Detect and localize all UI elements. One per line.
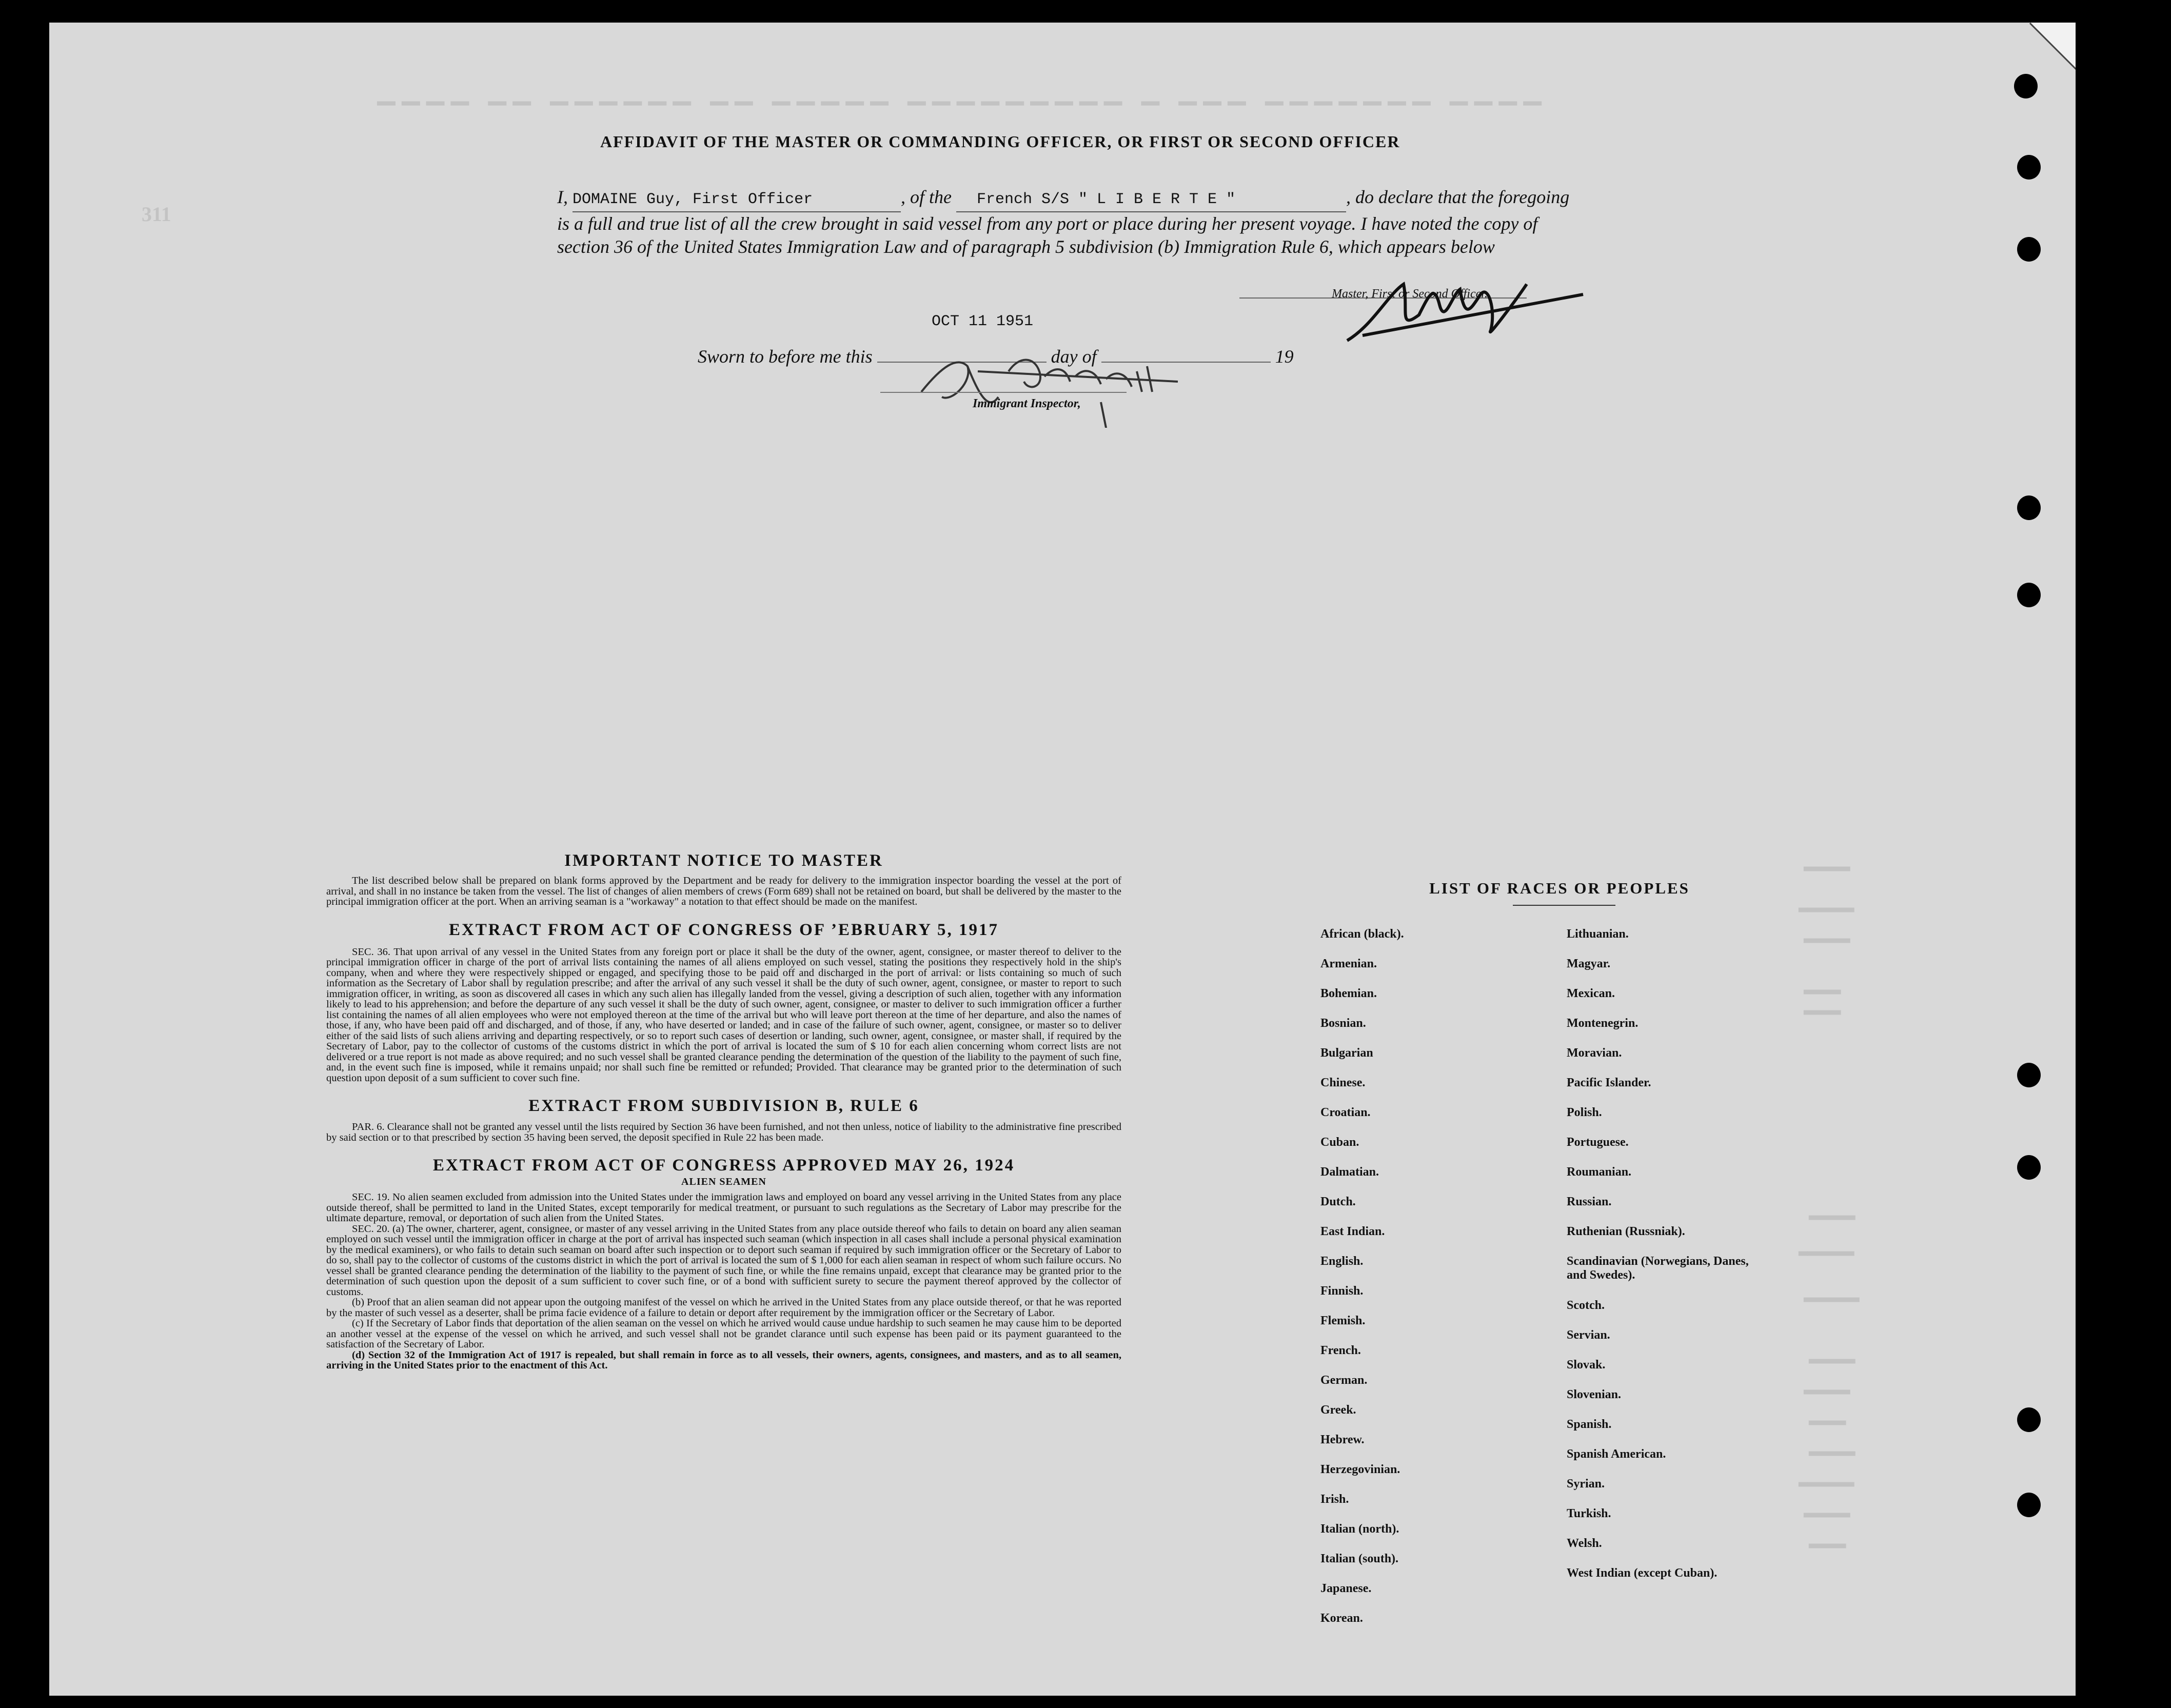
race-item: Scandinavian (Norwegians, Danes, and Swedes). [1567,1255,1749,1282]
extract-1924-sec20c: (c) If the Secretary of Labor finds that deportation of the alien seaman on the vessel on which he arrived would cause undue hardship to such seamen he may cause him to be deported an another vessel at the expense of the vessel on which he arrived, and such vessel shall not be grandet clarance until such expense has been paid or its payment guaranteed to the satisfaction of the Secretary of Labor. [326,1318,1121,1350]
race-item: Bosnian. [1320,1017,1366,1030]
race-item: Welsh. [1567,1537,1602,1550]
date-stamp: OCT 11 1951 [932,313,1034,330]
bleed-through-mark: 311 [142,203,171,226]
race-item: Roumanian. [1567,1165,1632,1179]
notice-heading: IMPORTANT NOTICE TO MASTER [564,851,883,870]
race-item: Dalmatian. [1320,1165,1379,1179]
signature-caption: Master, First or Second Officer. [1332,287,1488,301]
race-item: Slovak. [1567,1358,1606,1372]
race-item: Finnish. [1320,1284,1364,1298]
sworn-day-label: day of [1051,346,1097,367]
races-heading-rule [1513,905,1615,906]
race-item: Pacific Islander. [1567,1076,1651,1089]
race-item: Flemish. [1320,1314,1366,1327]
race-item: Cuban. [1320,1136,1359,1149]
race-item: West Indian (except Cuban). [1567,1566,1718,1580]
notice-column [326,851,1121,1371]
declare-text: , do declare [1346,187,1433,207]
race-item: Russian. [1567,1195,1612,1208]
extract-1924-sec20b: (b) Proof that an alien seaman did not appear upon the outgoing manifest of the vessel on which he arrived in the United States from any place outside thereof, or that he was reported by the master of such vessel as a deserter, shall be prima facie evidence of a failure to detain or deport after requirement by the immigration officer or the Secretary of Labor. [326,1297,1121,1319]
officer-signature [1342,264,1609,356]
extract-1924-sec20d: (d) Section 32 of the Immigration Act of 1917 is repealed, but shall remain in force as to all vessels, their owners, agents, consignees, and masters, and as to all seamen, arriving in the United States prior to the enactment of this Act. [326,1349,1121,1371]
extract-rule6-text: PAR. 6. Clearance shall not be granted any vessel until the lists required by Section 36 have been furnished, and not then unless, notice of liability to the administrative fine prescribed by said section or to that prescribed by section 35 having been served, the deposit specified in Rule 22 has been made. [326,1121,1121,1143]
notice-text: The list described below shall be prepared on blank forms approved by the Department and be ready for delivery to the immigration inspector boarding the vessel at the port of arrival, and shall in no instance be taken from the vessel. The list of changes of alien members of crews (Form 689) shall not be retained on board, but shall be delivered by the master to the principal immigration officer at the port. When an arriving seaman is a "workaway" a notation to that effect should be made on the manifest. [326,875,1121,907]
punch-hole [2017,237,2041,262]
of-the-text: , of the [901,187,952,207]
officer-name-field [573,186,901,212]
affidavit-body: that the foregoing is a full and true list of all the crew brought in said vessel from any port or place during her present voyage. I have noted the copy of section 36 of the United States Immigration Law and of paragraph 5 subdivision (b) Immigration Rule 6, which appears below [557,187,1570,257]
race-item: Lithuanian. [1567,927,1629,941]
race-item: African (black). [1320,927,1404,941]
sworn-year-label: 19 [1275,346,1294,367]
race-item: Servian. [1567,1328,1610,1342]
race-item: Moravian. [1567,1046,1622,1060]
affidavit-intro: I, [557,187,568,207]
punch-hole [2017,1155,2041,1180]
extract-1917-heading: EXTRACT FROM ACT OF CONGRESS OF ’EBRUARY 5, 1917 [448,920,999,939]
race-item: Bohemian. [1320,987,1377,1000]
race-item: Chinese. [1320,1076,1366,1089]
extract-1924-heading: EXTRACT FROM ACT OF CONGRESS APPROVED MAY 26, 1924 [432,1156,1015,1175]
race-item: Spanish. [1567,1418,1612,1431]
race-item: Herzegovinian. [1320,1463,1400,1476]
bleed-through-header: ▁▁▁▁ ▁▁ ▁▁▁▁▁▁ ▁▁ ▁▁▁▁▁ ▁▁▁▁▁▁▁▁▁ ▁ ▁▁▁ ▁▁▁▁▁▁▁ ▁▁▁▁ [378,80,1549,105]
race-item: Polish. [1567,1106,1602,1119]
race-item: Turkish. [1567,1507,1611,1520]
race-item: Montenegrin. [1567,1017,1639,1030]
race-item: Syrian. [1567,1477,1605,1491]
vessel-name-typed: French S/S " L I B E R T E " [976,191,1236,208]
race-item: Spanish American. [1567,1447,1666,1461]
race-item: Mexican. [1567,987,1615,1000]
punch-hole [2017,495,2041,520]
race-item: Italian (south). [1320,1552,1399,1565]
extract-1924-sec20a: SEC. 20. (a) The owner, charterer, agent, consignee, or master of any vessel arriving in the United States from any place outside thereof who fails to detain on board any alien seaman employed on such vessel until the immigration officer in charge at the port of arrival has inspected such seaman (which inspection in all cases shall include a personal physical examination by the medical examiners), or who fails to detain such seaman on board after such inspection or to deport such seaman if required by such immigration officer or the Secretary of Labor to do so, shall pay to the collector of customs of the customs district in which the port of arrival is located the sum of $ 1,000 for each alien seaman in respect of whom such failure occurs. No vessel shall be granted clearance pending the determination of the liability to the payment of such fine, or while the fine remains unpaid, except that clearance may be granted prior to the determination of such question upon the deposit of a sum sufficient to cover such fine, or of a bond with sufficient surety to secure the payment thereof approved by the collector of customs. [326,1223,1121,1298]
inspector-signature [911,335,1198,428]
race-item: Japanese. [1320,1582,1372,1595]
race-item: French. [1320,1344,1361,1357]
race-item: Korean. [1320,1612,1363,1625]
race-item: Bulgarian [1320,1046,1373,1060]
punch-hole [2017,1407,2041,1432]
race-item: Ruthenian (Russniak). [1567,1225,1685,1238]
race-item: Slovenian. [1567,1388,1622,1401]
inspector-signature-line [880,392,1127,393]
extract-1917-text: SEC. 36. That upon arrival of any vessel in the United States from any foreign port or place it shall be the duty of the owner, agent, consignee, or master thereof to deliver to the principal immigration officer in charge of the port of arrival lists containing the names of all aliens employed on such vessel, stating the positions they respectively hold in the ship's company, when and where they were respectively shipped or engaged, and specifying those to be paid off and discharged in the port of arrival: or lists containing so much of such information as the Secretary of Labor shall by regulation prescribe; and after the arrival of any such vessel it shall be the duty of such owner, agent, consignee, or master to report to such immigration officer, in writing, as soon as discovered all cases in which any such alien has illegally landed from the vessel, giving a description of such alien, together with any information likely to lead to his apprehension; and before the departure of any such vessel it shall be the duty of such owner, agent, consignee, or master to deliver to such immigration officer a further list containing the names of all alien employees who were not employed thereon at the time of the arrival but who will leave port thereon at the time of her departure, and also the names of those, if any, who have been paid off and discharged, and of those, if any, who have deserted or landed; and in case of the failure of such owner, agent, consignee, or master so to deliver either of the said lists of such aliens arriving and departing respectively, or so to report such cases of desertion or landing, such owner, agent, consignee, or master shall, if required by the Secretary of Labor, pay to the collector of customs of the customs district in which the port of arrival is located the sum of $ 10 for each alien concerning whom correct lists are not delivered or a true report is not made as above required; and no such vessel shall be granted clearance pending the determination of the question of the liability to the payment of such fine, and, in the event such fine is imposed, while it remains unpaid; nor shall such fine be remitted or refunded; Provided. That clearance may be granted prior to the determination of such question upon deposit of a sum sufficient to cover such fine. [326,946,1121,1084]
manifest-page: ▁▁▁▁ ▁▁ ▁▁▁▁▁▁ ▁▁ ▁▁▁▁▁ ▁▁▁▁▁▁▁▁▁ ▁ ▁▁▁ ▁▁▁▁▁▁▁ ▁▁▁▁ 311 ▂▂▂▂▂ ▂▂▂▂▂▂ ▂▂▂▂▂ ▂▂▂▂ ▂▂▂▂ ▂▂▂▂▂ ▂▂▂▂▂▂ ▂▂▂▂▂▂ ▂▂▂▂▂ ▂▂▂▂▂ ▂▂▂▂ ▂▂▂▂▂ ▂▂▂▂▂▂ ▂▂▂▂▂ ▂▂▂▂ AFFIDAVIT OF THE MASTER OR COMMANDING OFFICER, OR FIRST OR SECOND OFFICER I, DOMAINE Guy, First Officer , of the French S/S " L I B E R T E " , do declare that the foregoing is a full and true list of all the crew brought in said vessel from any port or place during her present voyage. I have noted the copy of section 36 of the United States Immigration Law and of paragraph 5 subdivision (b) Immigration Rule 6, which appears below Master, First or Second Officer. OCT 11 1951 Sworn to before me this day of 19 Immigrant Inspector, IMPORTANT NOTICE TO MASTER The list described below shall be prepared on blank forms approved by the Department and be ready for delivery to the immigration inspector boarding the vessel at the port of arrival, and shall in no instance be taken from the vessel. The list of changes of alien members of crews (Form 689) shall not be retained on board, but shall be delivered by the master to the principal immigration officer at the port. When an arriving seaman is a "workaway" a notation to that effect should be made on the manifest. EXTRACT FROM ACT OF CONGRESS OF ’EBRUARY 5, 1917 SEC. 36. That upon arrival of any vessel in the United States from any foreign port or place it shall be the duty of the owner, agent, consignee, or master thereof to deliver to the principal immigration officer in charge of the port of arrival lists containing the names of all aliens employed on such vessel, stating the positions they respectively hold in the ship's company, when and where they were respectively shipped or engaged, and specifying those to be paid off and discharged in the port of arrival: or lists containing so much of such information as the Secretary of Labor shall by regulation prescribe; and after the arrival of any such vessel it shall be the duty of such owner, agent, consignee, or master to report to such immigration officer, in writing, as soon as discovered all cases in which any such alien has illegally landed from the vessel, giving a description of such alien, together with any information likely to lead to his apprehension; and before the departure of any such vessel it shall be the duty of such owner, agent, consignee, or master to deliver to such immigration officer a further list containing the names of all alien employees who were not employed thereon at the time of the arrival but who will leave port thereon at the time of her departure, and also the names of those, if any, who have been paid off and discharged, and of those, if any, who have deserted or landed; and in case of the failure of such owner, agent, consignee, or master so to deliver either of the said lists of such aliens arriving and departing respectively, or so to report such cases of desertion or landing, such owner, agent, consignee, or master shall, if required by the Secretary of Labor, pay to the collector of customs of the customs district in which the port of arrival is located the sum of $ 10 for each alien concerning whom correct lists are not delivered or a true report is not made as above required; and no such vessel shall be granted clearance pending the determination of the question of the liability to the payment of such fine, and, in the event such fine is imposed, while it remains unpaid; nor shall such fine be remitted or refunded; Provided. That clearance may be granted prior to the determination of such question upon deposit of a sum sufficient to cover such fine. EXTRACT FROM SUBDIVISION B, RULE 6 PAR. 6. Clearance shall not be granted any vessel until the lists required by Section 36 have been furnished, and not then unless, notice of liability to the administrative fine prescribed by said section or to that prescribed by section 35 having been served, the deposit specified in Rule 22 has been made. EXTRACT FROM ACT OF CONGRESS APPROVED MAY 26, 1924 ALIEN SEAMEN SEC. 19. No alien seamen excluded from admission into the United States under the immigration laws and employed on board any vessel arriving in the United States from any place outside thereof, shall be permitted to land in the United States, except temporarily for medical treatment, or pursuant to such regulations as the Secretary of Labor may prescribe for the ultimate departure, removal, or deportation of such alien from the United States. SEC. 20. (a) The owner, charterer, agent, consignee, or master of any vessel arriving in the United States from any place outside thereof who fails to detain on board any alien seaman employed on such vessel until the immigration officer in charge at the port of arrival has inspected such seaman (which inspection in all cases shall include a personal physical examination by the medical examiners), or who fails to detain such seaman on board after such inspection or to deport such seaman if required by such immigration officer or the Secretary of Labor to do so, shall pay to the collector of customs of the customs district in which the port of arrival is located the sum of $ 1,000 for each alien seaman in respect of whom such failure occurs. No vessel shall be granted clearance pending the determination of the liability to the payment of such fine, or while the fine remains unpaid, except that clearance may be granted prior to the determination of such question upon the deposit of a sum sufficient to cover such fine, or of a bond with sufficient surety to secure the payment thereof approved by the collector of customs. (b) Proof that an alien seaman did not appear upon the outgoing manifest of the vessel on which he arrived in the United States from any place outside thereof, or that he was reported by the master of such vessel as a deserter, shall be prima facie evidence of a failure to detain or deport after requirement by the immigration officer or the Secretary of Labor. (c) If the Secretary of Labor finds that deportation of the alien seaman on the vessel on which he arrived would cause undue hardship to such seamen he may cause him to be deported an another vessel at the expense of the vessel on which he arrived, and such vessel shall not be grandet clarance until such expense has been paid or its payment guaranteed to the satisfaction of the Secretary of Labor. (d) Section 32 of the Immigration Act of 1917 is repealed, but shall remain in force as to all vessels, their owners, agents, consignees, and masters, and as to all seamen, arriving in the United States prior to the enactment of this Act. LIST OF RACES OR PEOPLES African (black). Armenian. Bohemian. Bosnian. Bulgarian Chinese. Croatian. Cuban. Dalmatian. Dutch. East Indian. English. Finnish. Flemish. French. German. Greek. Hebrew. Herzegovinian. Irish. Italian (north). Italian (south). Japanese. Korean. Lithuanian. Magyar. Mexican. Montenegrin. Moravian. Pacific Islander. Polish. Portuguese. Roumanian. Russian. Ruthenian (Russniak). Scandinavian (Norwegians, Danes, and Swedes). Scotch. Servian. Slovak. Slovenian. Spanish. Spanish American. Syrian. Turkish. Welsh. West Indian (except Cuban). [49,23,2076,1696]
race-item: Italian (north). [1320,1522,1399,1536]
extract-1924-sec19: SEC. 19. No alien seamen excluded from admission into the United States under the immigration laws and employed on board any vessel arriving in the United States from any place outside thereof, shall be permitted to land in the United States, except temporarily for medical treatment, or pursuant to such regulations as the Secretary of Labor may prescribe for the ultimate departure, removal, or deportation of such alien from the United States. [326,1191,1121,1224]
punch-hole [2017,1493,2041,1517]
race-item: Magyar. [1567,957,1611,970]
race-item: Croatian. [1320,1106,1371,1119]
sworn-prefix: Sworn to before me this [698,346,873,367]
race-item: English. [1320,1255,1364,1268]
affidavit-declaration [557,186,1583,259]
race-item: Irish. [1320,1493,1349,1506]
extract-1924-subheading: ALIEN SEAMEN [681,1176,766,1187]
punch-hole [2017,155,2041,180]
inspector-caption: Immigrant Inspector, [973,397,1081,410]
race-item: Scotch. [1567,1299,1605,1312]
vessel-name-field [956,186,1346,212]
affidavit-title: AFFIDAVIT OF THE MASTER OR COMMANDING OFFICER, OR FIRST OR SECOND OFFICER [600,132,1400,151]
punch-hole [2017,1063,2041,1087]
race-item: East Indian. [1320,1225,1385,1238]
officer-name-typed: DOMAINE Guy, First Officer [573,191,813,208]
race-item: German. [1320,1374,1368,1387]
race-item: Dutch. [1320,1195,1356,1208]
race-item: Armenian. [1320,957,1377,970]
extract-rule6-heading: EXTRACT FROM SUBDIVISION B, RULE 6 [528,1097,919,1115]
race-item: Hebrew. [1320,1433,1365,1446]
races-heading: LIST OF RACES OR PEOPLES [1429,879,1690,897]
race-item: Portuguese. [1567,1136,1629,1149]
punch-hole [2017,583,2041,607]
race-item: Greek. [1320,1403,1356,1417]
punch-hole [2014,74,2038,98]
